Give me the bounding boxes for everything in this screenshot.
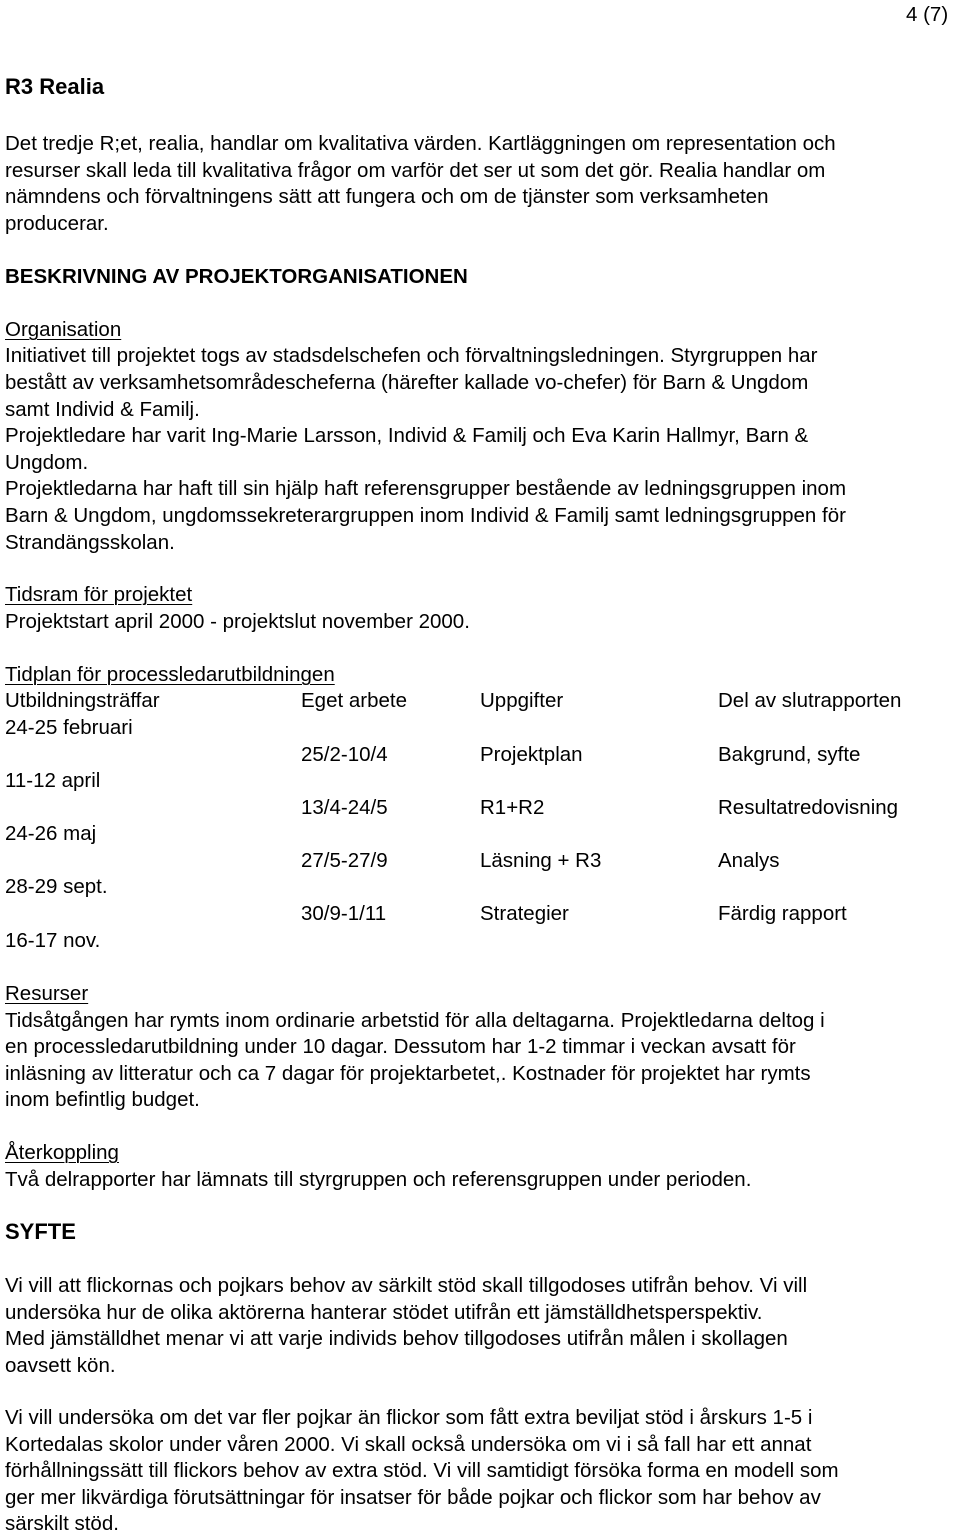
period-eget-arbete: 13/4-24/5 xyxy=(301,796,388,819)
period-uppgifter: R1+R2 xyxy=(480,796,545,819)
heading-syfte: SYFTE xyxy=(5,1219,76,1244)
organisation-line: Barn & Ungdom, ungdomssekreterargruppen inom Individ & Familj samt ledningsgruppen för xyxy=(5,504,846,527)
organisation-line: bestått av verksamhetsområdescheferna (härefter kallade vo-chefer) för Barn & Ungdom xyxy=(5,371,809,394)
subheading-aterkoppling: Återkoppling xyxy=(5,1141,119,1164)
period-uppgifter: Projektplan xyxy=(480,743,583,766)
tidsram-text: Projektstart april 2000 - projektslut november 2000. xyxy=(5,610,470,633)
syfte-line: Med jämställdhet menar vi att varje individs behov tillgodoses utifrån målen i skollagen xyxy=(5,1327,788,1350)
period-eget-arbete: 27/5-27/9 xyxy=(301,849,388,872)
syfte-line: undersöka hur de olika aktörerna hanterar stödet utifrån ett jämställdhetsperspektiv. xyxy=(5,1301,763,1324)
period-uppgifter: Läsning + R3 xyxy=(480,849,602,872)
period-del: Bakgrund, syfte xyxy=(718,743,861,766)
syfte-line: särskilt stöd. xyxy=(5,1512,119,1535)
heading-projektorganisation: BESKRIVNING AV PROJEKTORGANISATIONEN xyxy=(5,265,468,288)
resurser-line: en processledarutbildning under 10 dagar. Dessutom har 1-2 timmar i veckan avsatt för xyxy=(5,1035,796,1058)
subheading-resurser: Resurser xyxy=(5,982,89,1005)
resurser-line: inom befintlig budget. xyxy=(5,1088,200,1111)
organisation-line: Initiativet till projektet togs av stadsdelschefen och förvaltningsledningen. Styrgruppen har xyxy=(5,344,818,367)
column-header-utbildningstraffar: Utbildningsträffar xyxy=(5,689,160,712)
meeting-date: 16-17 nov. xyxy=(5,929,101,952)
period-eget-arbete: 25/2-10/4 xyxy=(301,743,388,766)
period-del: Färdig rapport xyxy=(718,902,847,925)
column-header-del-av-slutrapporten: Del av slutrapporten xyxy=(718,689,902,712)
organisation-line: Projektledare har varit Ing-Marie Larsson, Individ & Familj och Eva Karin Hallmyr, Barn & xyxy=(5,424,809,447)
column-header-eget-arbete: Eget arbete xyxy=(301,689,407,712)
meeting-date: 11-12 april xyxy=(5,769,101,792)
organisation-line: samt Individ & Familj. xyxy=(5,398,200,421)
realia-line: producerar. xyxy=(5,212,109,235)
resurser-line: Tidsåtgången har rymts inom ordinarie arbetstid för alla deltagarna. Projektledarna deltog i xyxy=(5,1009,825,1032)
syfte-line: förhållningssätt till flickors behov av extra stöd. Vi vill samtidigt försöka forma en modell som xyxy=(5,1459,839,1482)
period-del: Resultatredovisning xyxy=(718,796,899,819)
realia-line: Det tredje R;et, realia, handlar om kvalitativa värden. Kartläggningen om representation och xyxy=(5,132,836,155)
page-number: 4 (7) xyxy=(906,3,949,26)
meeting-date: 24-26 maj xyxy=(5,822,97,845)
organisation-line: Ungdom. xyxy=(5,451,89,474)
syfte-line: oavsett kön. xyxy=(5,1354,116,1377)
syfte-line: ger mer likvärdiga förutsättningar för insatser för både pojkar och flickor som har behov av xyxy=(5,1486,821,1509)
organisation-line: Projektledarna har haft till sin hjälp haft referensgrupper bestående av ledningsgruppen inom xyxy=(5,477,847,500)
syfte-line: Vi vill undersöka om det var fler pojkar än flickor som fått extra beviljat stöd i årskurs 1-5 i xyxy=(5,1406,813,1429)
organisation-line: Strandängsskolan. xyxy=(5,531,175,554)
syfte-line: Kortedalas skolor under våren 2000. Vi skall också undersöka om vi i så fall har ett annat xyxy=(5,1433,812,1456)
subheading-organisation: Organisation xyxy=(5,318,122,341)
subheading-tidplan: Tidplan för processledarutbildningen xyxy=(5,663,335,686)
aterkoppling-text: Två delrapporter har lämnats till styrgruppen och referensgruppen under perioden. xyxy=(5,1168,752,1191)
period-uppgifter: Strategier xyxy=(480,902,569,925)
meeting-date: 28-29 sept. xyxy=(5,875,108,898)
subheading-tidsram: Tidsram för projektet xyxy=(5,583,193,606)
realia-line: resurser skall leda till kvalitativa frågor om varför det ser ut som det gör. Realia handlar om xyxy=(5,159,826,182)
resurser-line: inläsning av litteratur och ca 7 dagar för projektarbetet,. Kostnader för projektet har rymts xyxy=(5,1062,811,1085)
period-del: Analys xyxy=(718,849,780,872)
syfte-line: Vi vill att flickornas och pojkars behov av särkilt stöd skall tillgodoses utifrån behov. Vi vill xyxy=(5,1274,808,1297)
meeting-date: 24-25 februari xyxy=(5,716,133,739)
period-eget-arbete: 30/9-1/11 xyxy=(301,902,387,925)
column-header-uppgifter: Uppgifter xyxy=(480,689,564,712)
realia-line: nämndens och förvaltningens sätt att fungera och om de tjänster som verksamheten xyxy=(5,185,769,208)
section-title-realia: R3 Realia xyxy=(5,74,105,99)
